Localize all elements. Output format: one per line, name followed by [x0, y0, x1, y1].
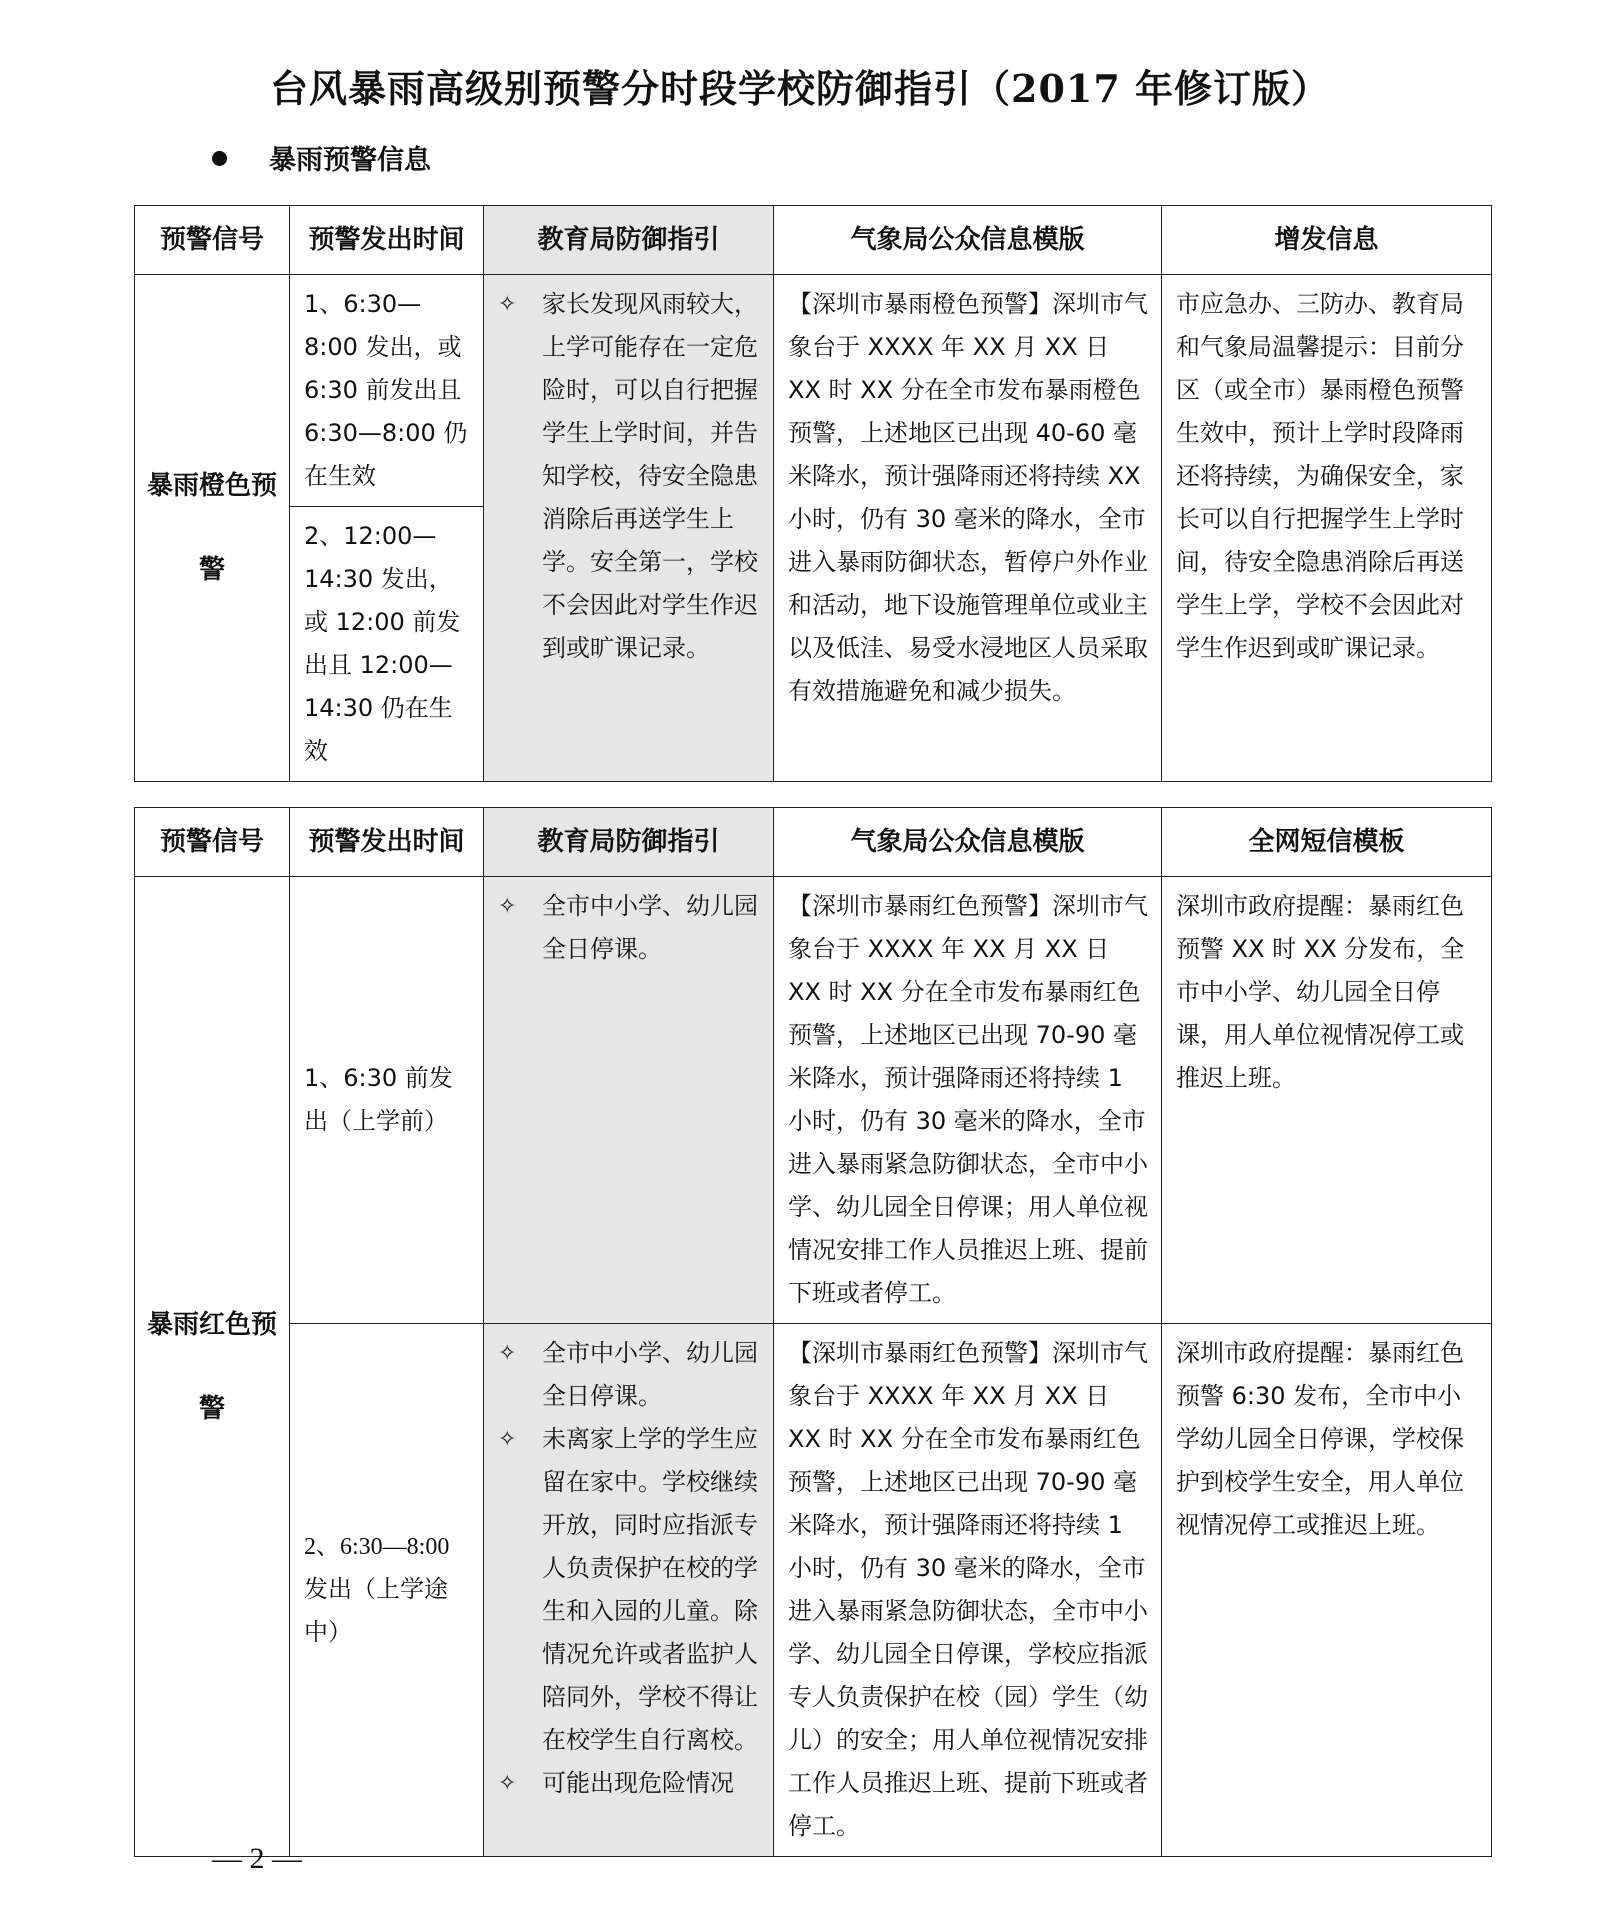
header-weather: 气象局公众信息模版: [774, 206, 1162, 275]
header-time: 预警发出时间: [290, 206, 484, 275]
table-row: [135, 275, 1492, 507]
bullet-icon: ✧: [498, 1771, 517, 1796]
header-guide: 教育局防御指引: [484, 206, 774, 275]
guide-cell: [484, 275, 774, 782]
guide-text: 未离家上学的学生应留在家中。学校继续开放，同时应指派专人负责保护在校的学生和入园的儿童。除情况允许或者监护人陪同外，学校不得让在校学生自行离校。: [542, 1425, 758, 1754]
weather-cell: 【深圳市暴雨橙色预警】深圳市气象台于 XXXX 年 XX 月 XX 日 XX 时 XX 分在全市发布暴雨橙色预警，上述地区已出现 40-60 毫米降水，预计强降雨还将持续 XX 小时，仍有 30 毫米的降水，全市进入暴雨防御状态，暂停户外作业和活动，地下设施管理单位或业主以及低洼、易受水浸地区人员采取有效措施避免和减少损失。: [774, 275, 1162, 782]
section-heading: [212, 138, 431, 177]
section-heading-text: 暴雨预警信息: [269, 145, 431, 176]
bullet-icon: ✧: [498, 894, 517, 919]
guide-item: [498, 283, 761, 670]
guide-cell: [484, 877, 774, 1324]
header-guide: 教育局防御指引: [484, 808, 774, 877]
guide-text: 全市中小学、幼儿园全日停课。: [542, 892, 758, 963]
time-cell: 2、12:00—14:30 发出，或 12:00 前发出且 12:00—14:30 仍在生效: [290, 507, 484, 782]
bullet-dot: [212, 151, 227, 166]
header-signal: 预警信号: [135, 206, 290, 275]
header-signal: 预警信号: [135, 808, 290, 877]
sms-cell: 深圳市政府提醒：暴雨红色预警 XX 时 XX 分发布，全市中小学、幼儿园全日停课，用人单位视情况停工或推迟上班。: [1162, 877, 1492, 1324]
bullet-icon: ✧: [498, 1427, 517, 1452]
bullet-icon: ✧: [498, 1341, 517, 1366]
guide-item: [498, 885, 761, 971]
guide-text: 全市中小学、幼儿园全日停课。: [542, 1339, 758, 1410]
signal-cell: 暴雨红色预警: [135, 877, 290, 1857]
header-sms: 全网短信模板: [1162, 808, 1492, 877]
table-row: [135, 1324, 1492, 1857]
time-cell: 2、6:30—8:00 发出（上学途中）: [290, 1324, 484, 1857]
sms-cell: 深圳市政府提醒：暴雨红色预警 6:30 发布，全市中小学幼儿园全日停课，学校保护到校学生安全，用人单位视情况停工或推迟上班。: [1162, 1324, 1492, 1857]
header-extra: 增发信息: [1162, 206, 1492, 275]
guide-item: [498, 1762, 761, 1805]
time-cell: 1、6:30 前发出（上学前）: [290, 877, 484, 1324]
guide-text: 可能出现危险情况: [542, 1769, 734, 1797]
page-number: — 2 —: [212, 1842, 302, 1875]
signal-cell: 暴雨橙色预警: [135, 275, 290, 782]
guide-item: [498, 1418, 761, 1762]
table-row: [135, 877, 1492, 1324]
table-header-row: [135, 808, 1492, 877]
bullet-icon: ✧: [498, 292, 517, 317]
time-cell: 1、6:30—8:00 发出，或 6:30 前发出且 6:30—8:00 仍在生效: [290, 275, 484, 507]
page-title: 台风暴雨高级别预警分时段学校防御指引（2017 年修订版）: [270, 66, 1330, 111]
header-weather: 气象局公众信息模版: [774, 808, 1162, 877]
extra-cell: 市应急办、三防办、教育局和气象局温馨提示：目前分区（或全市）暴雨橙色预警生效中，预计上学时段降雨还将持续，为确保安全，家长可以自行把握学生上学时间，待安全隐患消除后再送学生上学，学校不会因此对学生作迟到或旷课记录。: [1162, 275, 1492, 782]
red-warning-table: [134, 807, 1492, 1857]
weather-cell: 【深圳市暴雨红色预警】深圳市气象台于 XXXX 年 XX 月 XX 日 XX 时 XX 分在全市发布暴雨红色预警，上述地区已出现 70-90 毫米降水，预计强降雨还将持续 1 小时，仍有 30 毫米的降水，全市进入暴雨紧急防御状态，全市中小学、幼儿园全日停课；用人单位视情况安排工作人员推迟上班、提前下班或者停工。: [774, 877, 1162, 1324]
guide-item: [498, 1332, 761, 1418]
weather-cell: 【深圳市暴雨红色预警】深圳市气象台于 XXXX 年 XX 月 XX 日 XX 时 XX 分在全市发布暴雨红色预警，上述地区已出现 70-90 毫米降水，预计强降雨还将持续 1 小时，仍有 30 毫米的降水，全市进入暴雨紧急防御状态，全市中小学、幼儿园全日停课，学校应指派专人负责保护在校（园）学生（幼儿）的安全；用人单位视情况安排工作人员推迟上班、提前下班或者停工。: [774, 1324, 1162, 1857]
guide-text: 家长发现风雨较大，上学可能存在一定危险时，可以自行把握学生上学时间，并告知学校，待安全隐患消除后再送学生上学。安全第一，学校不会因此对学生作迟到或旷课记录。: [542, 290, 758, 662]
header-time: 预警发出时间: [290, 808, 484, 877]
table-header-row: [135, 206, 1492, 275]
guide-cell: [484, 1324, 774, 1857]
orange-warning-table: [134, 205, 1492, 782]
